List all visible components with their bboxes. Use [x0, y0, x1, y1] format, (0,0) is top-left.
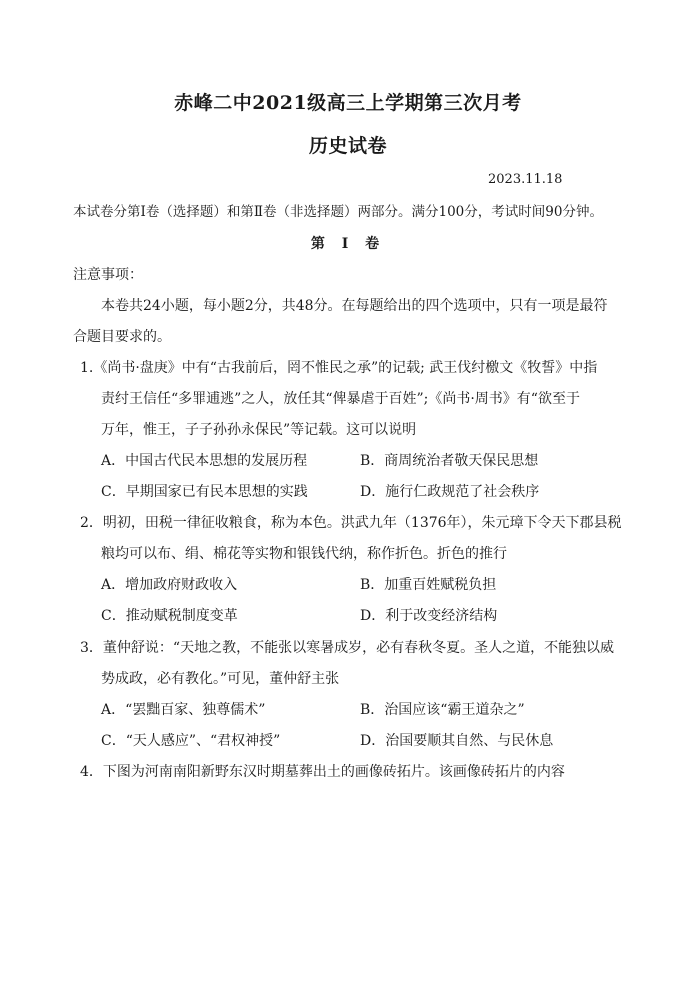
option-a: A．中国古代民本思想的发展历程 — [101, 453, 308, 469]
intro-text: 本试卷分第Ⅰ卷（选择题）和第Ⅱ卷（非选择题）两部分。满分100分，考试时间90分钟。 — [73, 204, 603, 220]
option-c: C．早期国家已有民本思想的实践 — [101, 484, 308, 500]
question-line: 粮均可以布、绢、棉花等实物和银钱代纳，称作折色。折色的推行 — [101, 546, 507, 562]
section-title: 第 Ⅰ 卷 — [310, 236, 386, 252]
notice-label: 注意事项： — [73, 267, 143, 283]
option-b: B．治国应该“霸王道杂之” — [360, 702, 525, 718]
notice-line: 合题目要求的。 — [73, 329, 171, 345]
exam-subtitle: 历史试卷 — [308, 135, 387, 157]
exam-title: 赤峰二中2021级高三上学期第三次月考 — [174, 92, 522, 114]
question-line: 责纣王信任“多罪逋逃”之人，放任其“俾暴虐于百姓”;《尚书·周书》有“欲至于 — [101, 391, 580, 407]
question-line: 万年，惟王，子子孙孙永保民”等记载。这可以说明 — [101, 422, 417, 438]
question-line: 势成政，必有教化。”可见，董仲舒主张 — [101, 671, 340, 687]
option-a: A．“罢黜百家、独尊儒术” — [101, 702, 266, 718]
question-line: 1.《尚书·盘庚》中有“古我前后，罔不惟民之承”的记载; 武王伐纣檄文《牧誓》中指 — [80, 360, 598, 376]
option-d: D．施行仁政规范了社会秩序 — [360, 484, 540, 500]
option-d: D．利于改变经济结构 — [360, 608, 498, 624]
question-line: 3．董仲舒说：“天地之教，不能张以寒暑成岁，必有春秋冬夏。圣人之道，不能独以威 — [80, 640, 615, 656]
option-a: A．增加政府财政收入 — [101, 577, 238, 593]
option-d: D．治国要顺其自然、与民休息 — [360, 733, 554, 749]
exam-date: 2023.11.18 — [488, 172, 563, 187]
notice-line: 本卷共24小题，每小题2分，共48分。在每题给出的四个选项中，只有一项是最符 — [101, 298, 608, 314]
option-b: B．商周统治者敬天保民思想 — [360, 453, 539, 469]
option-b: B．加重百姓赋税负担 — [360, 577, 497, 593]
option-c: C．“天人感应”、“君权神授” — [101, 733, 281, 749]
question-line: 4．下图为河南南阳新野东汉时期墓葬出土的画像砖拓片。该画像砖拓片的内容 — [80, 764, 565, 780]
question-line: 2．明初，田税一律征收粮食，称为本色。洪武九年（1376年），朱元璋下令天下郡县税 — [80, 515, 622, 531]
option-c: C．推动赋税制度变革 — [101, 608, 238, 624]
